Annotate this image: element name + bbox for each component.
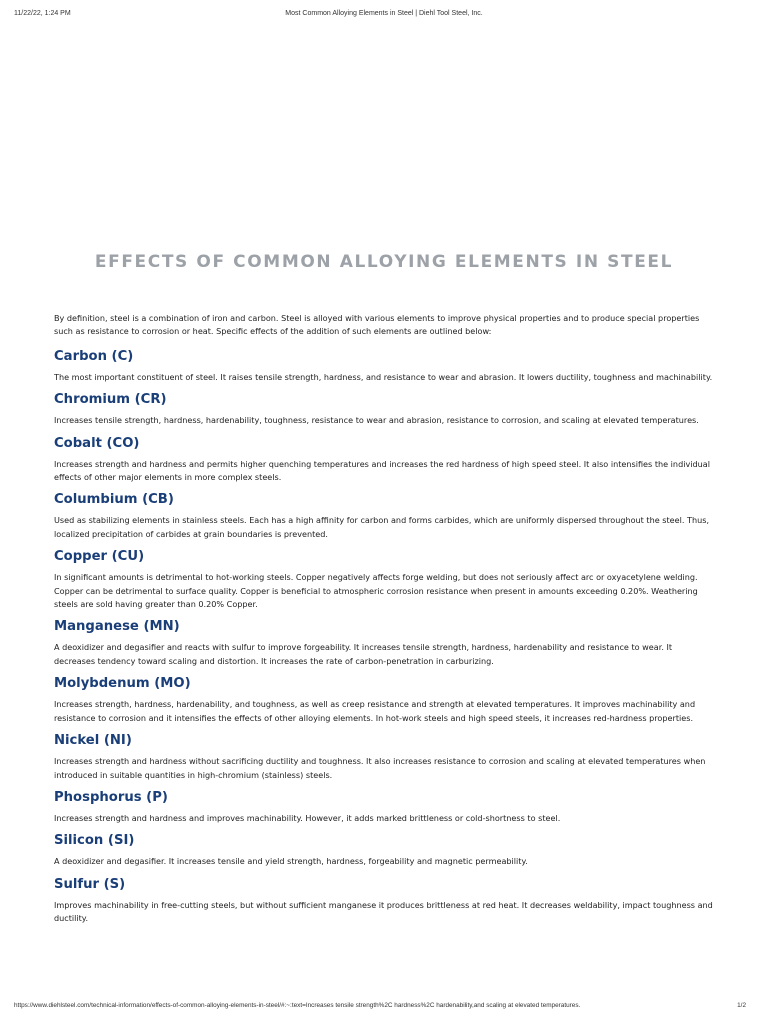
- element-heading: Molybdenum (MO): [54, 676, 191, 692]
- intro-paragraph: By definition, steel is a combination of iron and carbon. Steel is alloyed with various elements to improve physical properties and to produce special properties such as resistance to corrosion or heat. Specific effects of the addition of such elements are outlined below:: [54, 313, 700, 337]
- element-description: A deoxidizer and degasifier. It increases tensile and yield strength, hardness, forgeability and magnetic permeability.: [54, 856, 528, 867]
- element-description: Increases strength and hardness without sacrificing ductility and toughness. It also increases resistance to corrosion and scaling at elevated temperatures when introduced in suitable quantities in high-chromium (stainless) steels.: [54, 756, 706, 780]
- element-heading: Cobalt (CO): [54, 435, 140, 451]
- element-heading: Carbon (C): [54, 348, 134, 364]
- element-description: A deoxidizer and degasifier and reacts with sulfur to improve forgeability. It increases tensile strength, hardness, hardenability and resistance to wear. It decreases tendency toward scaling and distortion. It increases the rate of carbon-penetration in carburizing.: [54, 642, 673, 666]
- element-heading: Phosphorus (P): [54, 789, 168, 805]
- element-heading: Chromium (CR): [54, 392, 167, 408]
- element-chromium: [54, 392, 714, 427]
- element-carbon: [54, 349, 714, 384]
- print-title: Most Common Alloying Elements in Steel | Diehl Tool Steel, Inc.: [285, 10, 483, 17]
- element-phosphorus: [54, 790, 714, 825]
- element-description: The most important constituent of steel. It raises tensile strength, hardness, and resistance to wear and abrasion. It lowers ductility, toughness and machinability.: [54, 371, 713, 382]
- element-description: Increases strength and hardness and permits higher quenching temperatures and increases the red hardness of high speed steel. It also intensifies the individual effects of other major elements in more complex steels.: [54, 458, 710, 483]
- page-number: 1/2: [737, 1002, 746, 1009]
- element-manganese: [54, 619, 714, 668]
- element-copper: [54, 549, 714, 611]
- element-molybdenum: [54, 676, 714, 725]
- print-footer: [0, 1002, 768, 1016]
- element-nickel: [54, 733, 714, 782]
- element-heading: Manganese (MN): [54, 619, 180, 635]
- element-columbium: [54, 492, 714, 541]
- element-description: In significant amounts is detrimental to hot-working steels. Copper negatively affects forge welding, but does not seriously affect arc or oxyacetylene welding. Copper can be detrimental to surface quality. Copper is beneficial to atmospheric corrosion resistance when present in amounts exceeding 0.20%. Weathering steels are sold having greater than 0.20% Copper.: [54, 572, 698, 610]
- element-description: Used as stabilizing elements in stainless steels. Each has a high affinity for carbon and forms carbides, which are uniformly dispersed throughout the steel. Thus, localized precipitation of carbides at grain boundaries is prevented.: [54, 515, 710, 539]
- element-description: Improves machinability in free-cutting steels, but without sufficient manganese it produces brittleness at red heat. It decreases weldability, impact toughness and ductility.: [54, 899, 713, 924]
- element-cobalt: [54, 436, 714, 485]
- print-date: 11/22/22, 1:24 PM: [14, 10, 71, 17]
- element-heading: Columbium (CB): [54, 492, 174, 508]
- element-heading: Sulfur (S): [54, 876, 126, 892]
- element-heading: Silicon (SI): [54, 833, 135, 849]
- element-description: Increases tensile strength, hardness, hardenability, toughness, resistance to wear and abrasion, resistance to corrosion, and scaling at elevated temperatures.: [54, 415, 699, 426]
- print-header: [0, 8, 768, 22]
- element-sulfur: [54, 877, 714, 926]
- page-title: EFFECTS OF COMMON ALLOYING ELEMENTS IN STEEL: [94, 252, 674, 272]
- element-silicon: [54, 833, 714, 868]
- element-description: Increases strength, hardness, hardenability, and toughness, as well as creep resistance and strength at elevated temperatures. It improves machinability and resistance to corrosion and it intensifies the effects of other alloying elements. In hot-work steels and high speed steels, it increases red-hardness properties.: [54, 699, 696, 723]
- element-description: Increases strength and hardness and improves machinability. However, it adds marked brittleness or cold-shortness to steel.: [54, 812, 561, 823]
- page-url: https://www.diehlsteel.com/technical-information/effects-of-common-alloying-elements-in-steel/#:~:text=Increases tensile strength%2C hardness%2C hardenability,and scaling at elevated temperatures.: [14, 1002, 581, 1009]
- article-content: [54, 312, 714, 934]
- element-heading: Copper (CU): [54, 549, 145, 565]
- element-heading: Nickel (NI): [54, 733, 132, 749]
